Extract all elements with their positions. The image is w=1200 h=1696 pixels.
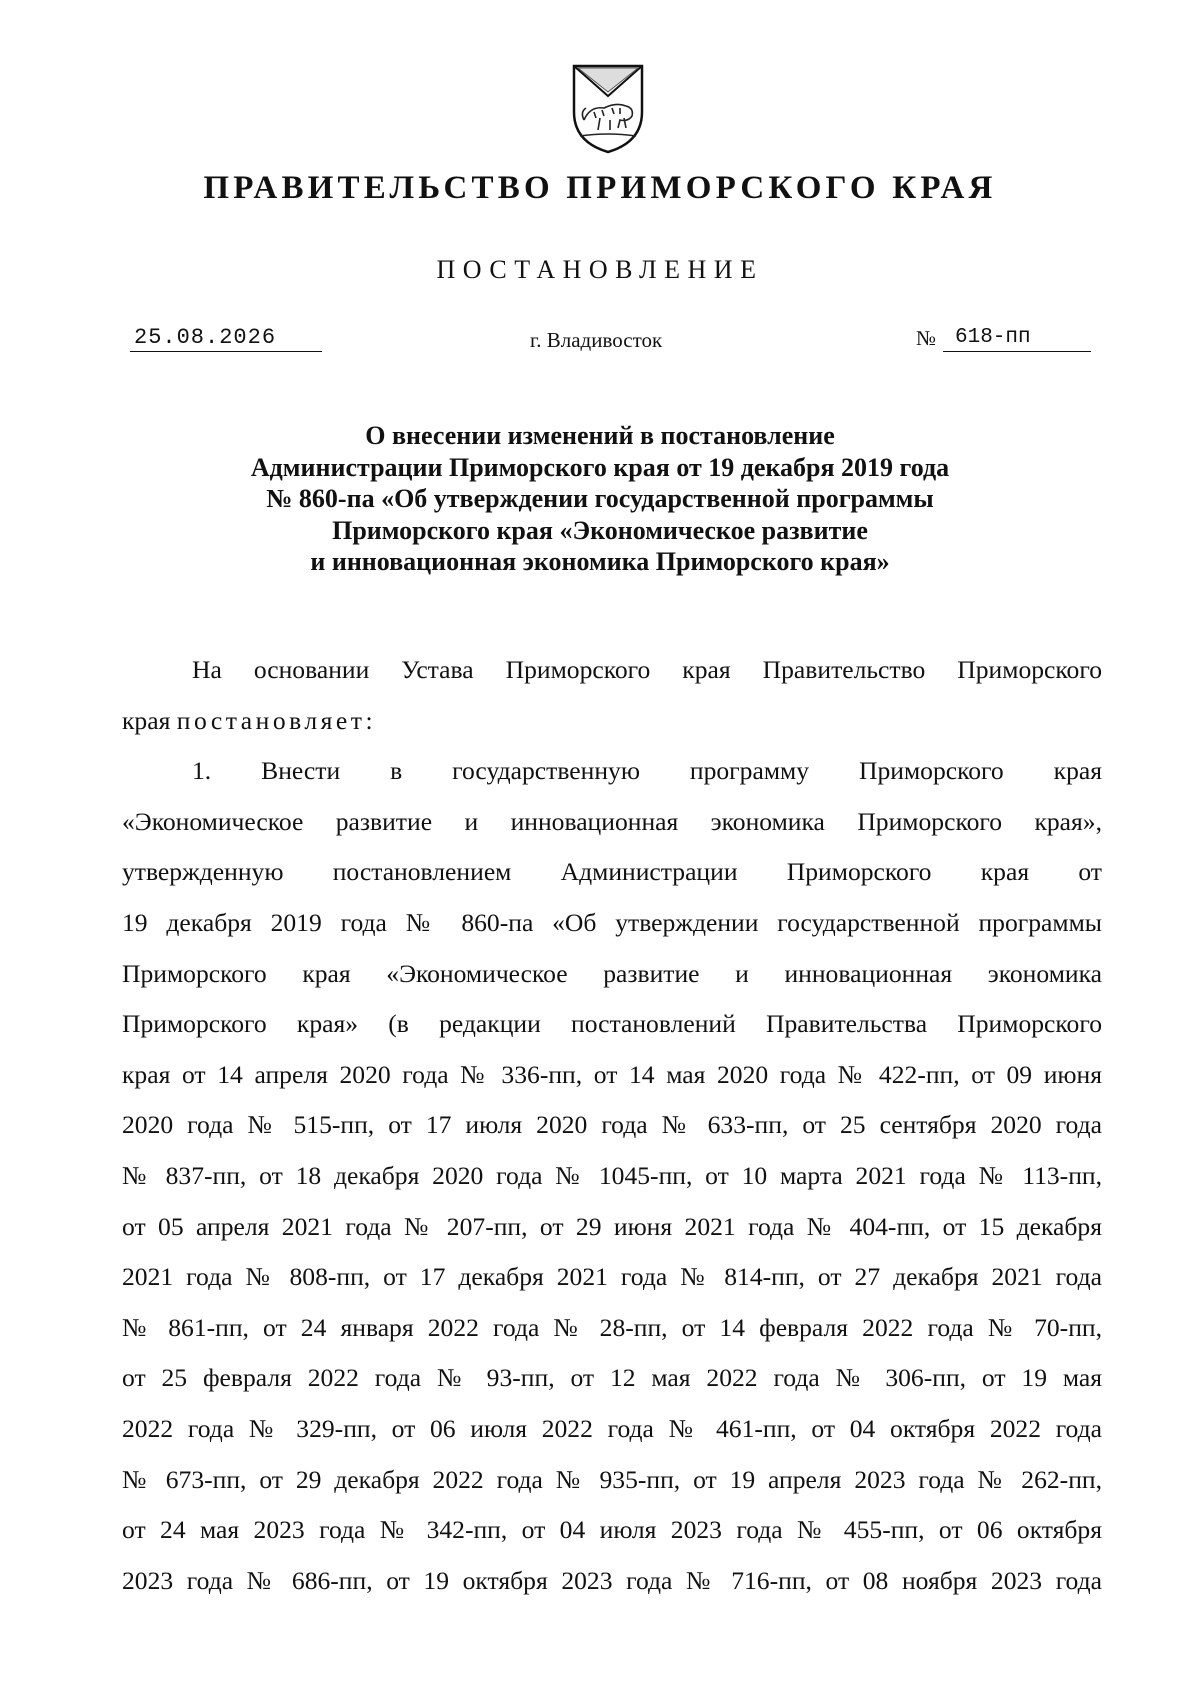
body-line: 19 декабря 2019 года № 860-па «Об утверждении государственной программы	[122, 907, 1102, 937]
document-type: ПОСТАНОВЛЕНИЕ	[436, 255, 764, 284]
number-sign: №	[916, 326, 937, 350]
body-line: Приморского края» (в редакции постановлений Правительства Приморского	[122, 1009, 1102, 1039]
government-title: ПРАВИТЕЛЬСТВО ПРИМОРСКОГО КРАЯ	[203, 170, 997, 206]
body-line: 2023 года № 686-пп, от 19 октября 2023 года № 716-пп, от 08 ноября 2023 года	[122, 1565, 1102, 1595]
document-date: 25.08.2026	[130, 325, 322, 352]
document-number: 618-пп	[943, 325, 1091, 352]
body-line: 2021 года № 808-пп, от 17 декабря 2021 года № 814-пп, от 27 декабря 2021 года	[122, 1262, 1102, 1292]
document-subject	[0, 420, 1200, 578]
subject-line: Приморского края «Экономическое развитие	[332, 515, 868, 545]
body-line: утвержденную постановлением Администрации Приморского края от	[122, 857, 1102, 887]
preamble-line: На основании Устава Приморского края Правительство Приморского	[192, 655, 1102, 684]
body-line: от 05 апреля 2021 года № 207-пп, от 29 июня 2021 года № 404-пп, от 15 декабря	[122, 1211, 1102, 1241]
body-line: Приморского края «Экономическое развитие и инновационная экономика	[122, 958, 1102, 988]
body-line: № 673-пп, от 29 декабря 2022 года № 935-пп, от 19 апреля 2023 года № 262-пп,	[122, 1464, 1102, 1494]
preamble-spaced-word: постановляет:	[176, 705, 377, 735]
preamble-word: края	[122, 705, 171, 735]
coat-of-arms-icon	[570, 62, 646, 154]
body-line: от 24 мая 2023 года № 342-пп, от 04 июля 2023 года № 455-пп, от 06 октября	[122, 1515, 1102, 1545]
subject-line: Администрации Приморского края от 19 декабря 2019 года	[250, 452, 950, 482]
body-line: 2022 года № 329-пп, от 06 июля 2022 года № 461-пп, от 04 октября 2022 года	[122, 1413, 1102, 1443]
body-line: № 861-пп, от 24 января 2022 года № 28-пп, от 14 февраля 2022 года № 70-пп,	[122, 1312, 1102, 1342]
preamble-line	[122, 696, 1102, 747]
subject-line: № 860-па «Об утверждении государственной программы	[266, 484, 934, 513]
body-line: от 25 февраля 2022 года № 93-пп, от 12 мая 2022 года № 306-пп, от 19 мая	[122, 1363, 1102, 1393]
body-line: края от 14 апреля 2020 года № 336-пп, от 14 мая 2020 года № 422-пп, от 09 июня	[122, 1059, 1102, 1089]
document-body	[122, 645, 1102, 1606]
document-city: г. Владивосток	[530, 328, 663, 352]
body-line: № 837-пп, от 18 декабря 2020 года № 1045-пп, от 10 марта 2021 года № 113-пп,	[122, 1160, 1102, 1190]
subject-line: О внесении изменений в постановление	[365, 421, 835, 450]
body-line: 2020 года № 515-пп, от 17 июля 2020 года № 633-пп, от 25 сентября 2020 года	[122, 1110, 1102, 1140]
body-line: «Экономическое развитие и инновационная экономика Приморского края»,	[122, 806, 1102, 836]
subject-line: и инновационная экономика Приморского края»	[310, 547, 890, 576]
body-line: 1. Внести в государственную программу Приморского края	[192, 756, 1102, 786]
